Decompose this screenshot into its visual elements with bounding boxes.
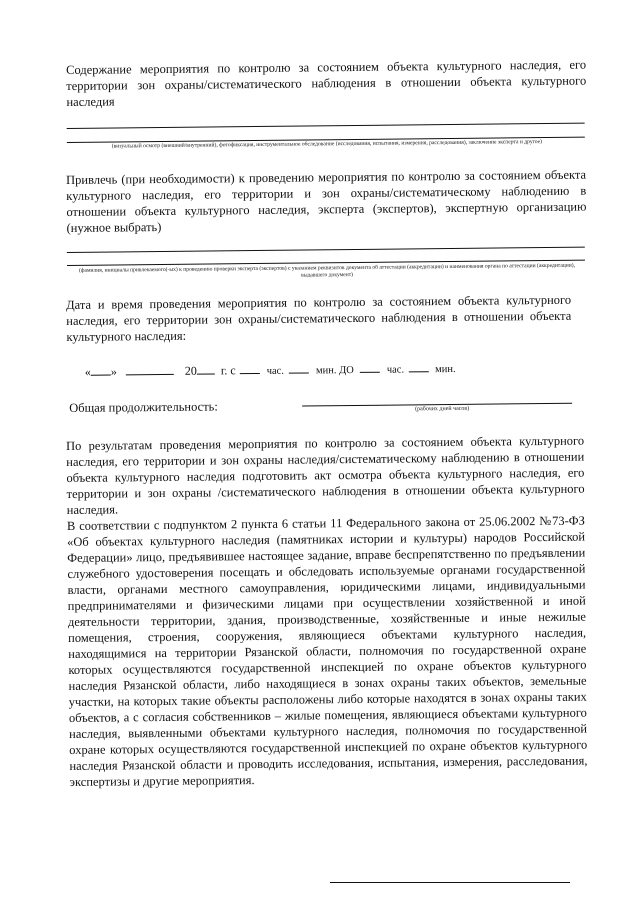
content-caption: (визуальный осмотр (внешний/внутренний), фотофиксация, инструментальное обследование (исследования, испытания, измерения, расследования), заключение эксперта и другое) bbox=[111, 139, 543, 150]
date-quote-close: » bbox=[110, 364, 117, 379]
law-text: В соответствии с подпунктом 2 пункта 6 статьи 11 Федерального закона от 25.06.2002 №73-ФЗ «Об объектах культурного наследия (памятниках истории и культуры) народов Российской Федерации» лицо, предъявившее настоящее задание, вправе беспрепятственно по предъявлении служебного удостоверения посещать и обследовать используемые органами государственной власти, органами местного самоуправления, юридическими лицами, индивидуальными предпринимателями и физическими лицами при осуществлении хозяйственной и иной деятельности территории, здания, производственные, хозяйственные и иные нежилые помещения, строения, сооружения, являющиеся объектами культурного наследия, находящимися на территории Рязанской области, полномочия по государственной охране которых осуществляются государственной инспекцией по охране объектов культурного наследия Рязанской области, либо находящиеся в зонах охраны таких объектов, земельные участки, на которых такие объекты расположены либо которые находятся в зонах охраны таких объектов, а с согласия собственников – жилые помещения, являющиеся объектами культурного наследия, выявленными объектами культурного наследия, полномочия по государственной охране которых осуществляются государственной инспекцией по охране объектов культурного наследия Рязанской области и проводить исследования, испытания, измерения, расследования, экспертизы и другие мероприятия. bbox=[66, 513, 588, 789]
year-prefix: 20 bbox=[184, 363, 197, 378]
content-field-line[interactable] bbox=[67, 123, 585, 129]
section-datetime bbox=[66, 292, 586, 415]
duration-label: Общая продолжительность: bbox=[69, 399, 218, 415]
date-time-row bbox=[85, 361, 456, 380]
date-quote-open: « bbox=[84, 364, 91, 379]
experts-caption: (фамилия, инициалы привлекаемого(-ых) к проведению проверки эксперта (экспертов) с указанием реквизитов документа об аттестации (аккредитации) и наименования органа по аттестации (аккредитации), выдавшего документ) bbox=[78, 262, 576, 279]
hour-to-field[interactable] bbox=[360, 362, 380, 373]
duration-caption: (рабочих дней часов) bbox=[415, 405, 470, 413]
section-content bbox=[66, 57, 587, 150]
signature-line[interactable] bbox=[330, 882, 570, 883]
day-field[interactable] bbox=[91, 365, 111, 376]
hour-from-field[interactable] bbox=[240, 363, 260, 374]
minutes-from-label: мин. ДО bbox=[315, 364, 354, 377]
year-field[interactable] bbox=[197, 363, 215, 374]
datetime-text: Дата и время проведения мероприятия по контролю за состоянием объекта культурного наследия, его территории зон охраны/систематического наблюдения в отношении объекта культурного наследия: bbox=[66, 292, 572, 344]
section-result bbox=[66, 433, 590, 790]
experts-field-line[interactable] bbox=[67, 247, 585, 253]
minutes-to-label: мин. bbox=[434, 363, 456, 376]
result-text: По результатам проведения мероприятия по контролю за состоянием объекта культурного наследия, его территории и зон охраны наследия/систематическому наблюдению в отношении объекта культурного наследия подготовить акт осмотра объекта культурного наследия, его территории и зон охраны /систематического наблюдения в отношении объекта культурного наследия. bbox=[66, 433, 585, 517]
minute-from-field[interactable] bbox=[289, 362, 309, 373]
year-suffix: г. с bbox=[220, 363, 236, 378]
content-heading: Содержание мероприятия по контролю за состоянием объекта культурного наследия, его территории зон охраны/систематического наблюдения в отношении объекта культурного наследия bbox=[66, 57, 587, 109]
minute-to-field[interactable] bbox=[409, 361, 429, 372]
experts-text: Привлечь (при необходимости) к проведению мероприятия по контролю за состоянием объекта культурного наследия, его территории и зон охраны/систематическому наблюдению в отношении объекта культурного наследия, эксперта (экспертов), экспертную организацию (нужное выбрать) bbox=[66, 167, 587, 235]
month-field[interactable] bbox=[126, 364, 174, 376]
hours-label-2: час. bbox=[386, 364, 405, 376]
section-experts bbox=[66, 167, 587, 279]
hours-label-1: час. bbox=[266, 365, 284, 377]
